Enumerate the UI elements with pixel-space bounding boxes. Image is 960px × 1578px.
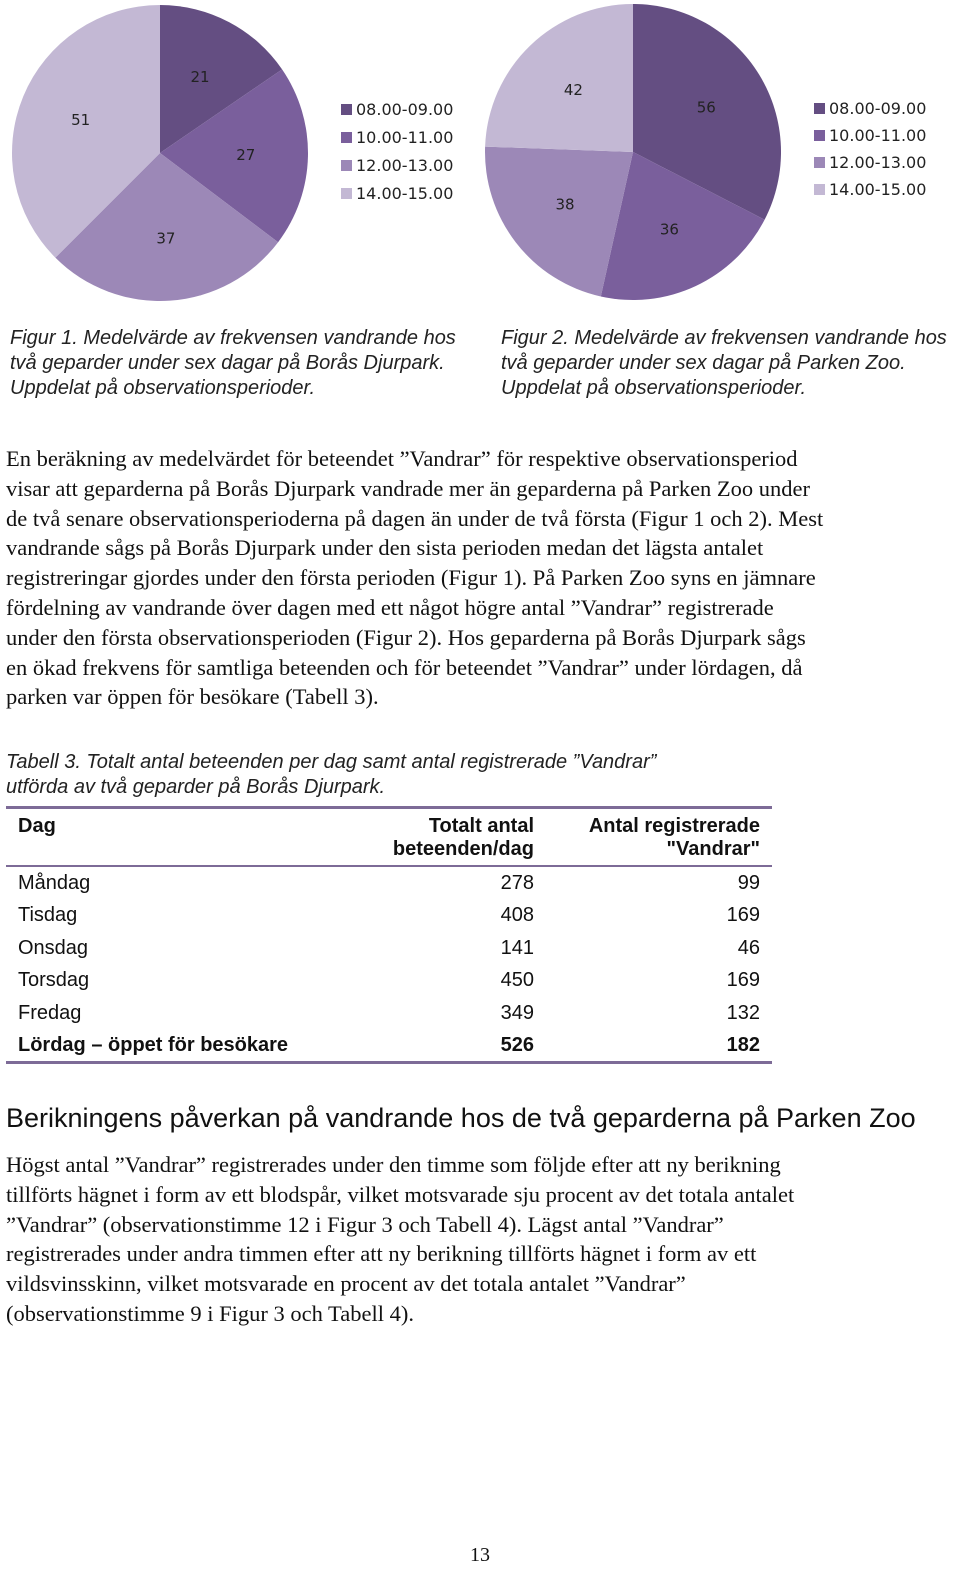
cell-total: 141 bbox=[500, 936, 534, 959]
legend-item bbox=[814, 149, 926, 176]
table-caption-line: utförda av två geparder på Borås Djurpark. bbox=[6, 776, 386, 798]
table-row bbox=[6, 899, 772, 931]
cell-vandrar: 169 bbox=[726, 904, 760, 927]
legend-item bbox=[341, 95, 453, 123]
cell-total: 408 bbox=[500, 904, 534, 927]
legend-label: 08.00-09.00 bbox=[829, 99, 927, 118]
legend-label: 12.00-13.00 bbox=[829, 153, 927, 172]
legend-swatch bbox=[814, 103, 825, 114]
pie-slice-14-15 bbox=[485, 4, 633, 152]
table-row-lordag bbox=[6, 1029, 772, 1063]
paragraph-line: Högst antal ”Vandrar” registrerades under den timme som följde efter att ny berikning bbox=[6, 1152, 781, 1177]
paragraph-line: (observationstimme 9 i Figur 3 och Tabell 4). bbox=[6, 1300, 414, 1326]
figure-2-caption: Figur 2. Medelvärde av frekvensen vandrande hos två geparder under sex dagar på Parken Zoo. Uppdelat på observationsperioder. bbox=[501, 327, 947, 399]
paragraph-line: tillförts hägnet i form av ett blodspår, vilket motsvarade sju procent av det totala antalet bbox=[6, 1181, 795, 1207]
pie-chart-borås bbox=[0, 0, 320, 310]
header-line: "Vandrar" bbox=[666, 838, 760, 860]
legend-swatch bbox=[814, 184, 825, 195]
paragraph-line: parken var öppen för besökare (Tabell 3). bbox=[6, 684, 379, 710]
cell-vandrar: 132 bbox=[726, 1001, 760, 1024]
cell-total: 526 bbox=[500, 1034, 534, 1057]
table-row bbox=[6, 932, 772, 964]
paragraph-line: de två senare observationsperioderna på dagen än under de två första (Figur 1 och 2). Mest bbox=[6, 505, 824, 531]
pie-chart-parken-zoo-legend bbox=[814, 95, 926, 203]
legend-swatch bbox=[341, 188, 352, 199]
legend-item bbox=[814, 122, 926, 149]
paragraph-line: vildsvinsskinn, vilket motsvarade en procent av det totala antalet ”Vandrar” bbox=[6, 1271, 686, 1297]
pie-slice-value-label: 42 bbox=[563, 81, 583, 100]
legend-item bbox=[341, 151, 453, 179]
legend-swatch bbox=[814, 157, 825, 168]
header-line: Antal registrerade bbox=[588, 815, 760, 837]
legend-label: 14.00-15.00 bbox=[829, 180, 927, 199]
legend-label: 10.00-11.00 bbox=[356, 127, 454, 147]
cell-dag: Måndag bbox=[18, 872, 91, 894]
table-header-row bbox=[6, 808, 772, 867]
column-header-vandrar bbox=[546, 808, 772, 867]
header-line: beteenden/dag bbox=[392, 838, 534, 860]
paragraph-line: En beräkning av medelvärdet för beteendet ”Vandrar” för respektive observationsperiod bbox=[6, 446, 798, 471]
cell-vandrar: 99 bbox=[737, 872, 760, 894]
pie-slice-value-label: 38 bbox=[555, 195, 575, 214]
legend-item bbox=[814, 95, 926, 122]
table-row bbox=[6, 866, 772, 899]
pie-slice-value-label: 36 bbox=[659, 220, 679, 239]
legend-swatch bbox=[341, 132, 352, 143]
paragraph-line: fördelning av vandrande över dagen med ett något högre antal ”Vandrar” registrerade bbox=[6, 594, 774, 620]
pie-slice-value-label: 37 bbox=[156, 229, 176, 248]
cell-dag: Torsdag bbox=[18, 969, 90, 992]
legend-swatch bbox=[341, 104, 352, 115]
paragraph-line: en ökad frekvens för samtliga beteenden och för beteendet ”Vandrar” under lördagen, då bbox=[6, 654, 803, 680]
cell-vandrar: 169 bbox=[726, 969, 760, 992]
table-caption-line: Tabell 3. Totalt antal beteenden per dag samt antal registrerade ”Vandrar” bbox=[6, 751, 657, 773]
legend-label: 14.00-15.00 bbox=[356, 183, 454, 203]
legend-item bbox=[341, 179, 453, 207]
legend-item bbox=[814, 176, 926, 203]
legend-label: 10.00-11.00 bbox=[829, 126, 927, 145]
cell-dag: Lördag – öppet för besökare bbox=[18, 1034, 289, 1057]
legend-swatch bbox=[341, 160, 352, 171]
column-header-dag: Dag bbox=[18, 815, 56, 837]
legend-label: 12.00-13.00 bbox=[356, 155, 454, 175]
legend-item bbox=[341, 123, 453, 151]
paragraph-line: registreringar gjordes under den första perioden (Figur 1). På Parken Zoo syns en jämnare bbox=[6, 565, 816, 591]
body-paragraph-1 bbox=[6, 444, 946, 712]
header-line: Totalt antal bbox=[428, 815, 534, 837]
cell-total: 349 bbox=[500, 1001, 534, 1024]
legend-label: 08.00-09.00 bbox=[356, 99, 454, 119]
pie-slice-value-label: 56 bbox=[696, 98, 716, 117]
table-row bbox=[6, 997, 772, 1029]
cell-dag: Tisdag bbox=[18, 904, 78, 927]
pie-chart-borås-legend bbox=[341, 95, 453, 207]
pie-slice-value-label: 51 bbox=[71, 111, 91, 130]
page-number: 13 bbox=[470, 1544, 490, 1566]
pie-slice-value-label: 21 bbox=[190, 68, 210, 87]
table-3-caption bbox=[6, 750, 656, 800]
cell-dag: Fredag bbox=[18, 1001, 82, 1024]
legend-swatch bbox=[814, 130, 825, 141]
body-paragraph-2 bbox=[6, 1150, 946, 1329]
paragraph-line: vandrande sågs på Borås Djurpark under den sista perioden medan det lägsta antalet bbox=[6, 535, 764, 561]
paragraph-line: visar att geparderna på Borås Djurpark vandrade mer än geparderna på Parken Zoo under bbox=[6, 475, 811, 501]
figure-1-caption: Figur 1. Medelvärde av frekvensen vandrande hos två geparder under sex dagar på Borås Djurpark. Uppdelat på observationsperioder. bbox=[10, 327, 456, 399]
paragraph-line: registrerades under andra timmen efter att ny berikning tillförts hägnet i form av ett bbox=[6, 1241, 757, 1267]
cell-dag: Onsdag bbox=[18, 936, 89, 959]
table-3 bbox=[6, 806, 772, 1064]
section-heading: Berikningens påverkan på vandrande hos de två geparderna på Parken Zoo bbox=[6, 1103, 916, 1133]
paragraph-line: under den första observationsperioden (Figur 2). Hos geparderna på Borås Djurpark sågs bbox=[6, 624, 806, 650]
column-header-totalt bbox=[342, 808, 546, 867]
cell-vandrar: 46 bbox=[737, 936, 760, 959]
pie-slice-value-label: 27 bbox=[236, 145, 256, 164]
cell-total: 450 bbox=[500, 969, 534, 992]
table-row bbox=[6, 964, 772, 996]
pie-chart-parken-zoo bbox=[475, 0, 795, 310]
cell-vandrar: 182 bbox=[726, 1034, 760, 1057]
cell-total: 278 bbox=[500, 872, 534, 894]
paragraph-line: ”Vandrar” (observationstimme 12 i Figur 3 och Tabell 4). Lägst antal ”Vandrar” bbox=[6, 1211, 724, 1237]
